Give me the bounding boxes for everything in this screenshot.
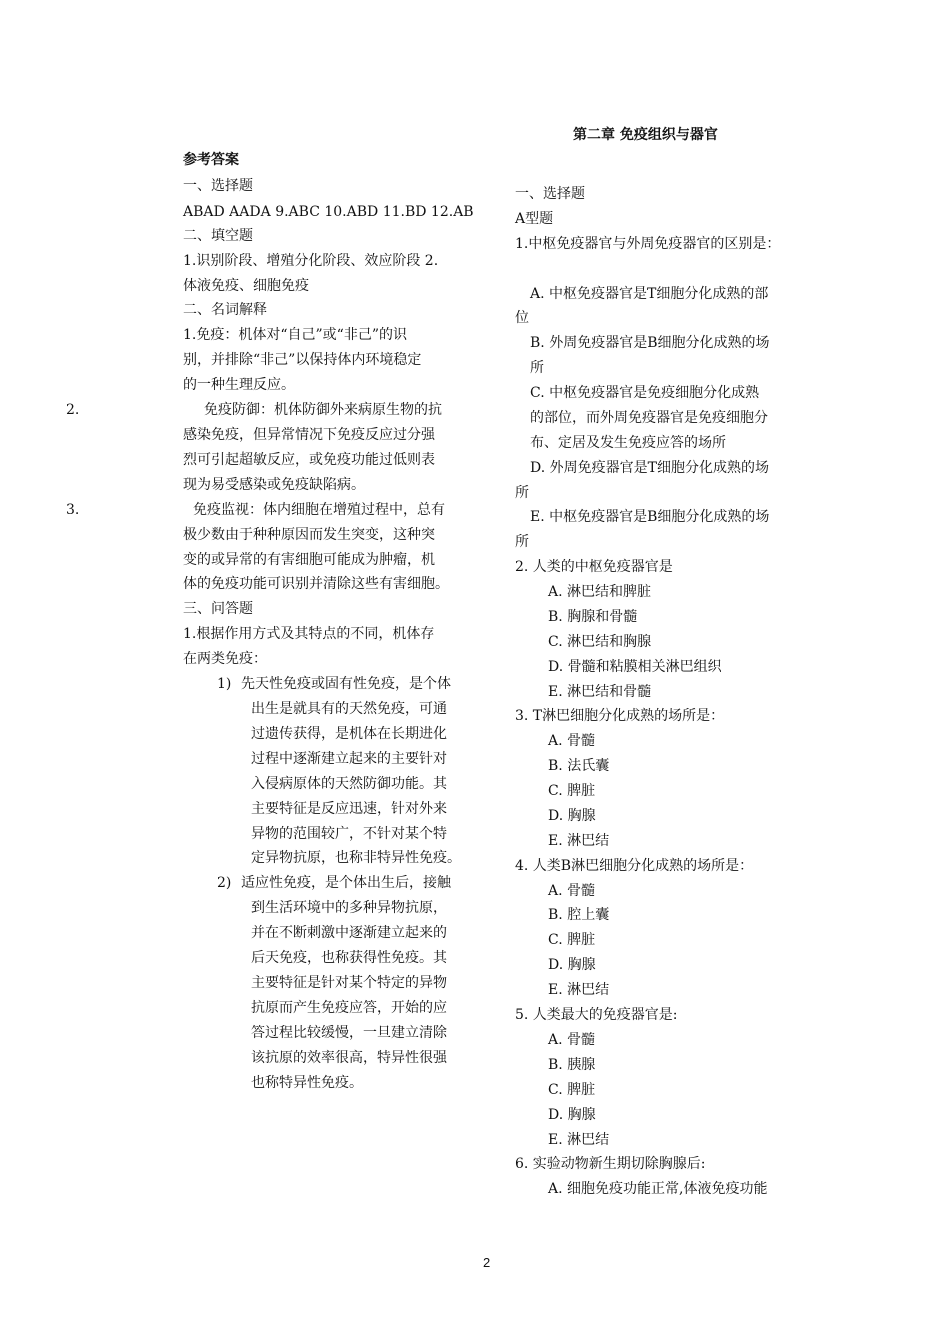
term-definition-line: 免疫监视：体内细胞在增殖过程中，总有 — [193, 502, 445, 518]
section-title: 一、选择题 — [515, 186, 585, 202]
question-type: A型题 — [515, 211, 554, 227]
question-4: 4. 人类B淋巴细胞分化成熟的场所是： — [515, 858, 754, 874]
choice-answers: ABAD AADA 9.ABC 10.ABD 11.BD 12.AB — [183, 204, 474, 220]
option-line: 布、定居及发生免疫应答的场所 — [530, 435, 726, 451]
option-line: A. 骨髓 — [548, 733, 596, 749]
qa-point-line: 先天性免疫或固有性免疫，是个体 — [241, 676, 451, 692]
qa-intro-line: 在两类免疫： — [183, 651, 267, 667]
qa-point-line: 定异物抗原，也称非特异性免疫。 — [251, 850, 461, 866]
option-line: C. 脾脏 — [548, 1082, 596, 1098]
option-line: 所 — [515, 485, 529, 501]
option-line: D. 胸腺 — [548, 1107, 596, 1123]
section-terms-title: 二、名词解释 — [183, 302, 267, 318]
question-5: 5. 人类最大的免疫器官是: — [515, 1007, 678, 1023]
option-line: C. 中枢免疫器官是免疫细胞分化成熟 — [530, 385, 760, 401]
option-line: A. 淋巴结和脾脏 — [548, 584, 652, 600]
option-line: C. 淋巴结和胸腺 — [548, 634, 652, 650]
qa-point-line: 过程中逐渐建立起来的主要针对 — [251, 751, 447, 767]
qa-point-number: 1) — [217, 676, 232, 692]
option-line: B. 胸腺和骨髓 — [548, 609, 638, 625]
qa-point-line: 适应性免疫，是个体出生后，接触 — [241, 875, 451, 891]
option-line: D. 骨髓和粘膜相关淋巴组织 — [548, 659, 722, 675]
option-line: A. 骨髓 — [548, 883, 596, 899]
term-number: 2. — [66, 402, 80, 418]
term-definition-line: 烈可引起超敏反应，或免疫功能过低则表 — [183, 452, 435, 468]
option-line: E. 淋巴结 — [548, 982, 610, 998]
option-line: E. 淋巴结和骨髓 — [548, 684, 652, 700]
qa-point-line: 也称特异性免疫。 — [251, 1075, 363, 1091]
option-line: B. 外周免疫器官是B细胞分化成熟的场 — [530, 335, 770, 351]
term-definition-line: 的一种生理反应。 — [183, 377, 295, 393]
answer-heading: 参考答案 — [183, 152, 239, 168]
term-definition-line: 极少数由于种种原因而发生突变，这种突 — [183, 527, 435, 543]
fill-answer-line: 体液免疫、细胞免疫 — [183, 278, 309, 294]
qa-point-line: 抗原而产生免疫应答，开始的应 — [251, 1000, 447, 1016]
qa-point-line: 主要特征是反应迅速，针对外来 — [251, 801, 447, 817]
option-line: D. 外周免疫器官是T细胞分化成熟的场 — [530, 460, 769, 476]
qa-point-line: 出生是就具有的天然免疫，可通 — [251, 701, 447, 717]
term-definition-line: 别，并排除“非己”以保持体内环境稳定 — [183, 352, 422, 368]
option-line: B. 腔上囊 — [548, 907, 610, 923]
option-line: A. 骨髓 — [548, 1032, 596, 1048]
term-number: 3. — [66, 502, 80, 518]
option-line: A. 细胞免疫功能正常,体液免疫功能 — [548, 1181, 768, 1197]
term-definition-line: 变的或异常的有害细胞可能成为肿瘤，机 — [183, 552, 435, 568]
term-definition-line: 体的免疫功能可识别并清除这些有害细胞。 — [183, 576, 449, 592]
section-fill-title: 二、填空题 — [183, 228, 253, 244]
question-3: 3. T淋巴细胞分化成熟的场所是： — [515, 708, 725, 724]
option-line: E. 中枢免疫器官是B细胞分化成熟的场 — [530, 509, 770, 525]
option-line: 的部位，而外周免疫器官是免疫细胞分 — [530, 410, 768, 426]
option-line: E. 淋巴结 — [548, 1132, 610, 1148]
chapter-title: 第二章 免疫组织与器官 — [573, 127, 718, 143]
option-line: D. 胸腺 — [548, 808, 596, 824]
qa-point-line: 主要特征是针对某个特定的异物 — [251, 975, 447, 991]
term-definition-line: 免疫防御：机体防御外来病原生物的抗 — [204, 402, 442, 418]
qa-point-line: 到生活环境中的多种异物抗原， — [251, 900, 447, 916]
option-line: 位 — [515, 310, 529, 326]
section-qa-title: 三、问答题 — [183, 601, 253, 617]
qa-point-line: 并在不断刺激中逐渐建立起来的 — [251, 925, 447, 941]
option-line: C. 脾脏 — [548, 783, 596, 799]
qa-point-line: 异物的范围较广，不针对某个特 — [251, 826, 447, 842]
qa-point-line: 过遗传获得，是机体在长期进化 — [251, 726, 447, 742]
question-1: 1.中枢免疫器官与外周免疫器官的区别是： — [515, 236, 781, 252]
option-line: 所 — [530, 360, 544, 376]
question-2: 2. 人类的中枢免疫器官是 — [515, 559, 673, 575]
qa-point-number: 2) — [217, 875, 232, 891]
qa-intro-line: 1.根据作用方式及其特点的不同，机体存 — [183, 626, 435, 642]
option-line: A. 中枢免疫器官是T细胞分化成熟的部 — [530, 286, 769, 302]
option-line: D. 胸腺 — [548, 957, 596, 973]
option-line: C. 脾脏 — [548, 932, 596, 948]
qa-point-line: 答过程比较缓慢，一旦建立清除 — [251, 1025, 447, 1041]
option-line: B. 法氏囊 — [548, 758, 610, 774]
page-number: 2 — [483, 1255, 491, 1270]
question-6: 6. 实验动物新生期切除胸腺后: — [515, 1156, 706, 1172]
fill-answer-line: 1.识别阶段、增殖分化阶段、效应阶段 2. — [183, 253, 439, 269]
qa-point-line: 该抗原的效率很高，特异性很强 — [251, 1050, 447, 1066]
term-definition-line: 现为易受感染或免疫缺陷病。 — [183, 477, 365, 493]
option-line: B. 胰腺 — [548, 1057, 596, 1073]
term-definition-line: 感染免疫，但异常情况下免疫反应过分强 — [183, 427, 435, 443]
qa-point-line: 后天免疫，也称获得性免疫。其 — [251, 950, 447, 966]
term-definition-line: 1.免疫：机体对“自己”或“非己”的识 — [183, 327, 407, 343]
qa-point-line: 入侵病原体的天然防御功能。其 — [251, 776, 447, 792]
option-line: E. 淋巴结 — [548, 833, 610, 849]
option-line: 所 — [515, 534, 529, 550]
section-choice-title: 一、选择题 — [183, 178, 253, 194]
